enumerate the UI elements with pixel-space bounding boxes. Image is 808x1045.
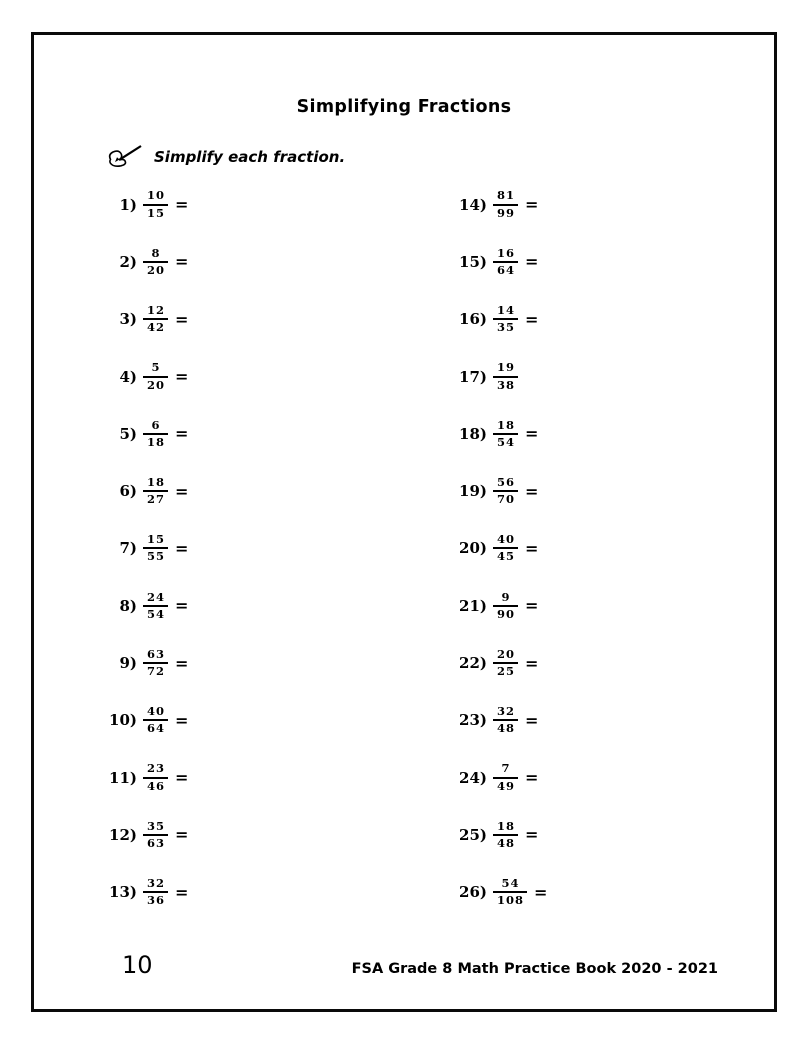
fraction <box>493 705 518 735</box>
fraction <box>493 648 518 678</box>
equals-sign: = <box>175 768 189 788</box>
fraction-numerator: 56 <box>493 476 518 492</box>
problem-number: 20) <box>459 539 487 558</box>
equals-sign: = <box>525 768 539 788</box>
fraction-denominator: 49 <box>497 778 516 793</box>
problem-number: 21) <box>459 596 487 615</box>
fraction <box>143 648 168 678</box>
fraction <box>143 247 168 277</box>
equals-sign: = <box>525 481 539 501</box>
fraction <box>143 361 168 391</box>
equals-sign: = <box>175 424 189 444</box>
problem-number: 26) <box>459 883 487 902</box>
fraction-denominator: 20 <box>147 377 166 392</box>
fraction <box>143 591 168 621</box>
problem-row <box>451 864 547 921</box>
equals-sign: = <box>175 195 189 215</box>
problem-number: 6) <box>119 482 137 501</box>
equals-sign: = <box>534 882 548 902</box>
fraction-numerator: 15 <box>143 533 168 549</box>
fraction <box>493 189 518 219</box>
fraction-numerator: 5 <box>143 361 168 377</box>
fraction-denominator: 64 <box>497 262 516 277</box>
problem-row <box>451 692 547 749</box>
problems-column-left <box>101 176 188 921</box>
problem-number: 17) <box>459 367 487 386</box>
problem-number: 8) <box>119 596 137 615</box>
fraction-denominator: 35 <box>497 320 516 335</box>
problem-row <box>101 692 188 749</box>
fraction-denominator: 55 <box>147 549 166 564</box>
fraction-denominator: 46 <box>147 778 166 793</box>
problem-number: 1) <box>119 195 137 214</box>
fraction-numerator: 16 <box>493 247 518 263</box>
fraction-denominator: 70 <box>497 492 516 507</box>
problem-number: 10) <box>109 711 137 730</box>
fraction <box>143 533 168 563</box>
page-number: 10 <box>122 951 153 979</box>
problem-row <box>451 577 547 634</box>
problem-row <box>101 577 188 634</box>
problem-row <box>101 864 188 921</box>
fraction <box>493 762 518 792</box>
problem-number: 22) <box>459 654 487 673</box>
fraction-numerator: 10 <box>143 189 168 205</box>
problem-row <box>451 520 547 577</box>
problem-row <box>101 176 188 233</box>
equals-sign: = <box>525 825 539 845</box>
fraction <box>143 762 168 792</box>
fraction-denominator: 54 <box>147 606 166 621</box>
fraction-denominator: 72 <box>147 664 166 679</box>
fraction-denominator: 48 <box>497 721 516 736</box>
fraction-denominator: 38 <box>497 377 516 392</box>
equals-sign: = <box>175 825 189 845</box>
fraction-denominator: 36 <box>147 893 166 908</box>
fraction <box>493 533 518 563</box>
fraction <box>493 361 518 391</box>
problem-number: 9) <box>119 654 137 673</box>
problem-row <box>451 405 547 462</box>
fraction-numerator: 12 <box>143 304 168 320</box>
equals-sign: = <box>525 252 539 272</box>
equals-sign: = <box>525 309 539 329</box>
fraction-denominator: 63 <box>147 835 166 850</box>
problem-row <box>101 291 188 348</box>
fraction-denominator: 54 <box>497 434 516 449</box>
problem-number: 11) <box>109 768 137 787</box>
instruction-text: Simplify each fraction. <box>154 147 346 166</box>
fraction <box>493 476 518 506</box>
fraction-denominator: 108 <box>497 893 525 908</box>
fraction <box>493 877 527 907</box>
fraction-numerator: 40 <box>493 533 518 549</box>
problem-number: 25) <box>459 825 487 844</box>
fraction-denominator: 18 <box>147 434 166 449</box>
fraction-denominator: 64 <box>147 721 166 736</box>
fraction-numerator: 35 <box>143 820 168 836</box>
fraction-denominator: 25 <box>497 664 516 679</box>
fraction <box>493 419 518 449</box>
fraction-numerator: 40 <box>143 705 168 721</box>
problem-number: 19) <box>459 482 487 501</box>
problem-row <box>451 462 547 519</box>
problem-number: 5) <box>119 424 137 443</box>
instruction-row <box>106 143 345 170</box>
fraction-numerator: 32 <box>143 877 168 893</box>
equals-sign: = <box>525 653 539 673</box>
problem-number: 15) <box>459 252 487 271</box>
problem-row <box>451 634 547 691</box>
fraction-numerator: 54 <box>493 877 527 893</box>
problem-number: 7) <box>119 539 137 558</box>
fraction-numerator: 19 <box>493 361 518 377</box>
fraction-numerator: 20 <box>493 648 518 664</box>
problem-row <box>451 749 547 806</box>
fraction-numerator: 23 <box>143 762 168 778</box>
fraction <box>143 304 168 334</box>
fraction-numerator: 18 <box>493 419 518 435</box>
problem-number: 18) <box>459 424 487 443</box>
fraction-numerator: 24 <box>143 591 168 607</box>
fraction-numerator: 18 <box>143 476 168 492</box>
equals-sign: = <box>175 367 189 387</box>
equals-sign: = <box>525 424 539 444</box>
equals-sign: = <box>175 252 189 272</box>
fraction-denominator: 15 <box>147 205 166 220</box>
fraction <box>143 476 168 506</box>
problem-number: 4) <box>119 367 137 386</box>
fraction-denominator: 27 <box>147 492 166 507</box>
problem-number: 14) <box>459 195 487 214</box>
fraction-numerator: 7 <box>493 762 518 778</box>
equals-sign: = <box>175 710 189 730</box>
problems-column-right <box>451 176 547 921</box>
fraction-denominator: 48 <box>497 835 516 850</box>
fraction-denominator: 45 <box>497 549 516 564</box>
fraction <box>143 877 168 907</box>
problem-row <box>101 405 188 462</box>
fraction-numerator: 9 <box>493 591 518 607</box>
problem-row <box>101 462 188 519</box>
fraction <box>493 591 518 621</box>
problem-row <box>101 806 188 863</box>
problem-row <box>451 233 547 290</box>
problem-number: 23) <box>459 711 487 730</box>
problem-row <box>101 520 188 577</box>
problem-row <box>101 348 188 405</box>
problem-number: 16) <box>459 310 487 329</box>
problem-number: 3) <box>119 310 137 329</box>
page-border <box>31 32 777 1012</box>
book-title: FSA Grade 8 Math Practice Book 2020 - 2021 <box>351 961 718 977</box>
problem-row <box>451 176 547 233</box>
fraction <box>143 705 168 735</box>
fraction-numerator: 63 <box>143 648 168 664</box>
fraction <box>493 820 518 850</box>
equals-sign: = <box>525 596 539 616</box>
fraction <box>493 247 518 277</box>
equals-sign: = <box>175 653 189 673</box>
problem-number: 13) <box>109 883 137 902</box>
problem-row <box>451 291 547 348</box>
equals-sign: = <box>175 596 189 616</box>
fraction-numerator: 14 <box>493 304 518 320</box>
fraction <box>143 820 168 850</box>
fraction-numerator: 81 <box>493 189 518 205</box>
fraction <box>143 419 168 449</box>
problem-row <box>101 749 188 806</box>
problem-row <box>451 806 547 863</box>
fraction-numerator: 8 <box>143 247 168 263</box>
fraction-numerator: 32 <box>493 705 518 721</box>
equals-sign: = <box>525 710 539 730</box>
equals-sign: = <box>175 481 189 501</box>
fraction <box>143 189 168 219</box>
equals-sign: = <box>175 538 189 558</box>
problem-row <box>101 634 188 691</box>
fraction-denominator: 20 <box>147 262 166 277</box>
fraction <box>493 304 518 334</box>
equals-sign: = <box>175 882 189 902</box>
problem-number: 2) <box>119 252 137 271</box>
equals-sign: = <box>525 538 539 558</box>
writing-hand-icon <box>106 143 144 170</box>
fraction-denominator: 99 <box>497 205 516 220</box>
problem-row <box>451 348 547 405</box>
problem-number: 24) <box>459 768 487 787</box>
fraction-numerator: 18 <box>493 820 518 836</box>
equals-sign: = <box>525 195 539 215</box>
problem-number: 12) <box>109 825 137 844</box>
problem-row <box>101 233 188 290</box>
fraction-numerator: 6 <box>143 419 168 435</box>
fraction-denominator: 42 <box>147 320 166 335</box>
fraction-denominator: 90 <box>497 606 516 621</box>
equals-sign: = <box>175 309 189 329</box>
page-title: Simplifying Fractions <box>296 97 512 117</box>
